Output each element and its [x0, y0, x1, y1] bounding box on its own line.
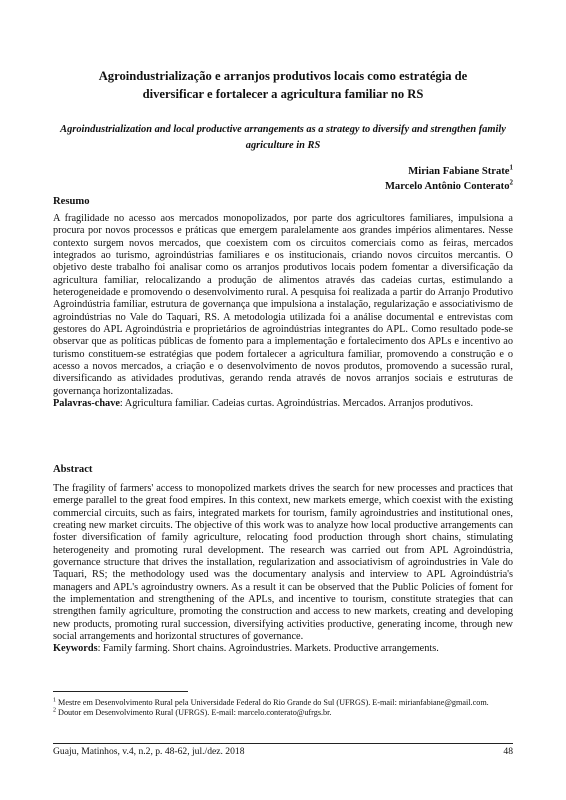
paper-subtitle: Agroindustrialization and local productive arrangements as a strategy to diversify and strengthen family agriculture in RS	[60, 124, 506, 151]
footnote-mark: 1	[509, 163, 513, 172]
footnote-text: Doutor em Desenvolvimento Rural (UFRGS). E-mail: marcelo.conterato@ufrgs.br.	[56, 708, 332, 718]
footnote-divider	[53, 691, 188, 692]
author-1	[408, 165, 513, 179]
footer-divider	[53, 743, 513, 744]
keywords-list: : Family farming. Short chains. Agroindustries. Markets. Productive arrangements.	[97, 643, 439, 655]
abstract-body	[53, 483, 513, 656]
author-name: Mirian Fabiane Strate	[408, 166, 510, 177]
resumo-heading: Resumo	[53, 196, 90, 207]
page-number: 48	[503, 746, 513, 757]
journal-citation: Guaju, Matinhos, v.4, n.2, p. 48-62, jul./dez. 2018	[53, 746, 245, 757]
footnote-mark: 2	[509, 178, 513, 187]
footnote-mark: 1	[53, 697, 56, 704]
footnotes	[53, 698, 513, 719]
author-2	[385, 180, 513, 194]
footnote-2	[53, 708, 513, 718]
keywords-label: Palavras-chave	[53, 398, 120, 410]
footnote-1	[53, 698, 513, 708]
paper-title: Agroindustrialização e arranjos produtivos locais como estratégia de diversificar e fortalecer a agricultura familiar no RS	[98, 69, 468, 101]
abstract-heading: Abstract	[53, 464, 93, 475]
footnote-mark: 2	[53, 707, 56, 714]
keywords-label: Keywords	[53, 643, 98, 655]
author-name: Marcelo Antônio Conterato	[384, 181, 510, 192]
resumo-text: A fragilidade no acesso aos mercados monopolizados, por parte dos agricultores familiares, impulsiona a procura por novos processos e práticas que emergem paralelamente aos grandes impérios alimentares. Nesse contexto surgem novos mercados, que coexistem com os circuitos comerciais como as feiras, mercados integrados ao turismo, agroindústrias familiares e os institucionais, criando novos circuitos mercantis. O objetivo deste trabalho foi analisar como os arranjos produtivos locais podem fomentar a diversificação da agricultura familiar, relocalizando a produção de alimentos através das cadeias curtas, estimulando a heterogeneidade e promovendo o desenvolvimento rural. A pesquisa foi realizada a partir do Arranjo Produtivo Agroindústria familiar, estrutura de governança que impulsiona a instalação, regularização e associativismo de agroindústrias no Vale do Taquari, RS. A metodologia utilizada foi a análise documental e entrevistas com gestores do APL Agroindústria e proprietários de agroindústrias integrantes do APL. Como resultado pode-se observar que as políticas públicas de fomento para a implementação e fortalecimento dos APLs e incentivo ao turismo constituem-se estratégias que podem fortalecer a agricultura familiar, promovendo a construção e o acesso a novos mercados, a criação e o desenvolvimento de novos produtos, promovendo a sucessão rural, diversificando as atividades produtivas, gerando renda através de novos arranjos sociais e estruturas de governança horizontalizadas.	[53, 213, 513, 397]
footnote-text: Mestre em Desenvolvimento Rural pela Universidade Federal do Rio Grande do Sul (UFRGS). E-mail: mirianfabiane@gmail.com.	[56, 698, 489, 707]
abstract-text: The fragility of farmers' access to monopolized markets drives the search for new processes and practices that emerge parallel to the great food empires. In this context, new markets emerge, which coexist with the existing commercial circuits, such as fairs, integrated markets for tourism, family agroindustries and institutional ones, creating new market circuits. The objective of this work was to analyze how local productive arrangements can foster diversification of family agriculture, relocating food production through short chains, stimulating heterogeneity and promoting rural development. The research was carried out from APL Agroindústria, governance structure that drives the installation, regularization and associativism of agroindustries in Vale do Taquari, RS; the methodology used was the documentary analysis and interview to APL Agroindústria's managers and APL's agroindustry owners. As a result it can be observed that the Public Policies of foment for the implementation and strengthening of the APLs, and incentive to tourism, constitute strategies that can strengthen family agriculture, promoting the construction and access to new markets, creating and developing new products, promoting rural succession, diversifying activities productive, generating income, through new social arrangements and horizontal structures of governance.	[53, 483, 513, 643]
resumo-body	[53, 213, 513, 411]
keywords-list: : Agricultura familiar. Cadeias curtas. Agroindústrias. Mercados. Arranjos produtivos.	[119, 398, 474, 410]
